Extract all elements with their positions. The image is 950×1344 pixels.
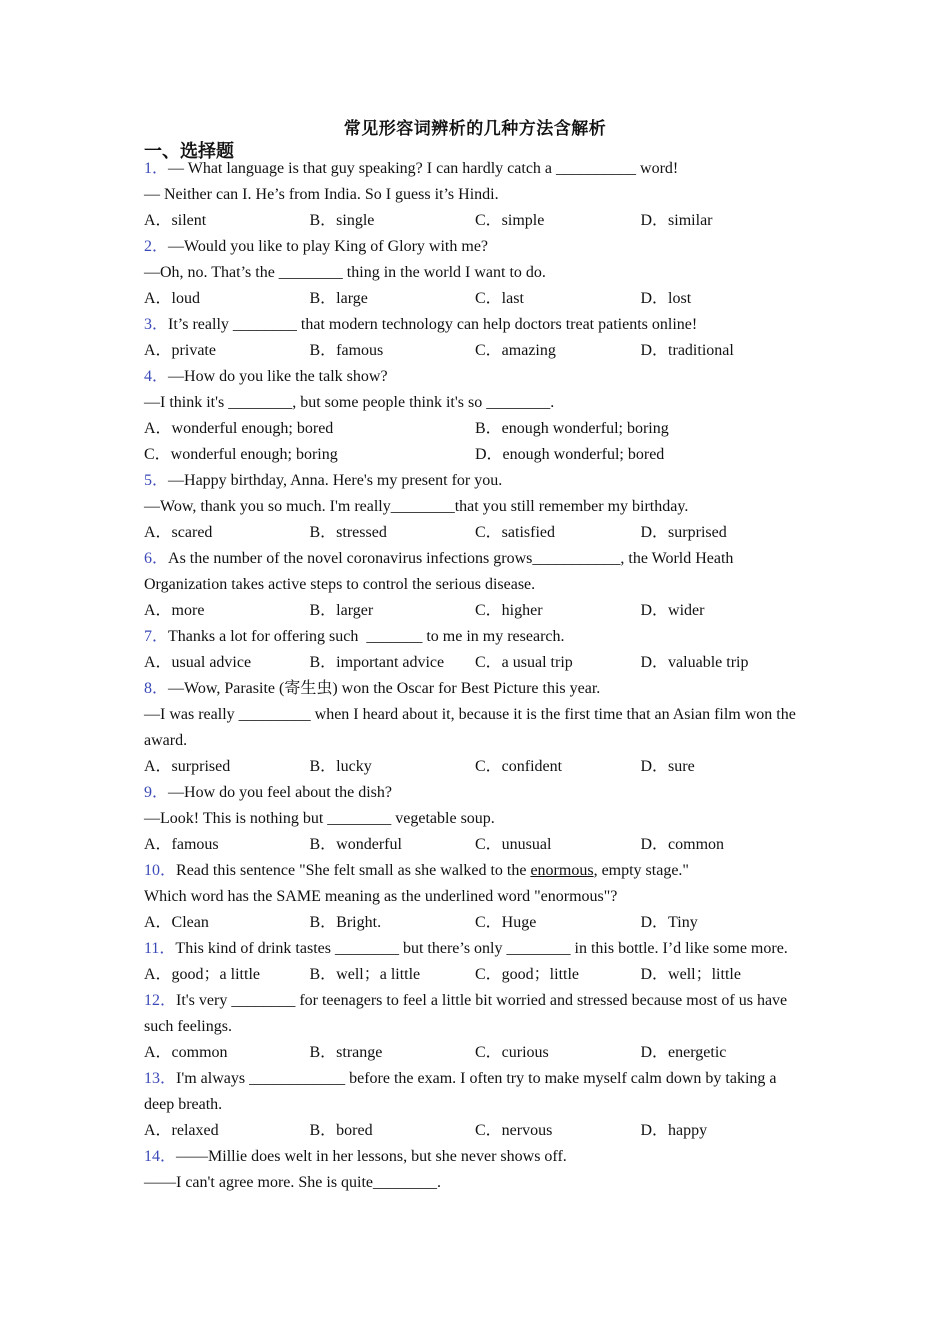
- answer-options: [144, 754, 809, 780]
- answer-options: [144, 338, 809, 364]
- option-b[interactable]: B．bored: [309, 1122, 373, 1139]
- stem-text: Thanks a lot for offering such _______ to me in my research.: [168, 628, 565, 645]
- option-b[interactable]: B．well；a little: [309, 966, 421, 983]
- answer-options: [144, 1118, 809, 1144]
- question-3: [144, 312, 809, 364]
- question-stem: [144, 546, 809, 598]
- option-c[interactable]: C．last: [475, 290, 524, 307]
- option-d[interactable]: D．Tiny: [640, 914, 698, 931]
- question-stem: [144, 1144, 809, 1170]
- option-d[interactable]: D．energetic: [640, 1044, 727, 1061]
- option-c[interactable]: C．satisfied: [475, 524, 555, 541]
- option-b[interactable]: B．important advice: [309, 654, 445, 671]
- option-c[interactable]: C．Huge: [475, 914, 537, 931]
- question-number: 2．: [144, 238, 169, 255]
- question-stem: [144, 1066, 809, 1118]
- answer-options: [144, 650, 809, 676]
- answer-options: [144, 962, 809, 988]
- option-d[interactable]: D．traditional: [640, 342, 734, 359]
- option-a[interactable]: A．Clean: [144, 914, 209, 931]
- answer-options: [144, 520, 809, 546]
- dialogue-line: —Look! This is nothing but ________ vegetable soup.: [144, 810, 495, 827]
- question-10: [144, 858, 809, 936]
- option-c[interactable]: C．higher: [475, 602, 543, 619]
- option-b[interactable]: B．enough wonderful; boring: [475, 420, 669, 437]
- option-b[interactable]: B．larger: [309, 602, 374, 619]
- question-12: [144, 988, 809, 1066]
- section-heading: 一、选择题: [144, 141, 234, 162]
- question-number: 7．: [144, 628, 169, 645]
- option-d[interactable]: D．similar: [640, 212, 713, 229]
- option-a[interactable]: A．private: [144, 342, 216, 359]
- option-d[interactable]: D．common: [640, 836, 725, 853]
- answer-options: [144, 208, 809, 234]
- option-d[interactable]: D．enough wonderful; bored: [475, 446, 665, 463]
- question-stem: [144, 936, 809, 962]
- question-stem: [144, 624, 809, 650]
- question-number: 10．: [144, 862, 177, 879]
- dialogue-line: —I was really _________ when I heard about it, because it is the first time that an Asian film won the award.: [144, 706, 796, 749]
- option-c[interactable]: C．curious: [475, 1044, 549, 1061]
- question-8: [144, 676, 809, 780]
- option-c[interactable]: C．a usual trip: [475, 654, 573, 671]
- question-stem: [144, 780, 809, 806]
- question-5: [144, 468, 809, 546]
- option-c[interactable]: C．wonderful enough; boring: [144, 446, 338, 463]
- question-1: [144, 156, 809, 234]
- question-number: 4．: [144, 368, 169, 385]
- question-number: 6．: [144, 550, 169, 567]
- option-a[interactable]: A．relaxed: [144, 1122, 219, 1139]
- stem-text-end: , empty stage.": [593, 862, 689, 879]
- question-stem: [144, 988, 809, 1040]
- stem-text: —How do you feel about the dish?: [168, 784, 392, 801]
- answer-options: [144, 598, 809, 624]
- question-stem: [144, 858, 809, 884]
- stem-text: —Would you like to play King of Glory with me?: [168, 238, 489, 255]
- question-stem: [144, 312, 809, 338]
- question-stem: [144, 156, 809, 182]
- option-b[interactable]: B．wonderful: [309, 836, 402, 853]
- answer-options-row-2: [144, 442, 809, 468]
- option-b[interactable]: B．stressed: [309, 524, 387, 541]
- question-2: [144, 234, 809, 312]
- question-stem: [144, 364, 809, 390]
- dialogue-line: —Wow, thank you so much. I'm really________that you still remember my birthday.: [144, 498, 689, 515]
- question-14: [144, 1144, 809, 1196]
- option-b[interactable]: B．Bright.: [309, 914, 382, 931]
- question-6: [144, 546, 809, 624]
- answer-options: [144, 1040, 809, 1066]
- option-a[interactable]: A．surprised: [144, 758, 231, 775]
- answer-options: [144, 286, 809, 312]
- option-c[interactable]: C．unusual: [475, 836, 552, 853]
- stem-text: It's very ________ for teenagers to feel a little bit worried and stressed because most of us have such feelings.: [144, 992, 788, 1035]
- option-d[interactable]: D．lost: [640, 290, 692, 307]
- answer-options: [144, 832, 809, 858]
- stem-text: This kind of drink tastes ________ but there’s only ________ in this bottle. I’d like some more.: [175, 940, 788, 957]
- option-d[interactable]: D．sure: [640, 758, 695, 775]
- question-number: 11．: [144, 940, 176, 957]
- question-number: 1．: [144, 160, 169, 177]
- dialogue-line: ——I can't agree more. She is quite________.: [144, 1174, 442, 1191]
- question-number: 9．: [144, 784, 169, 801]
- question-stem: [144, 234, 809, 260]
- question-stem: [144, 676, 809, 702]
- option-b[interactable]: B．lucky: [309, 758, 372, 775]
- question-4: [144, 364, 809, 468]
- question-list: [144, 156, 809, 1196]
- option-a[interactable]: A．good；a little: [144, 966, 260, 983]
- document-title: 常见形容词辨析的几种方法含解析: [343, 119, 607, 139]
- dialogue-line: —Oh, no. That’s the ________ thing in the world I want to do.: [144, 264, 546, 281]
- stem-text: As the number of the novel coronavirus infections grows___________, the World Heath Organization takes active steps to control the serious disease.: [144, 550, 734, 593]
- stem-text: — What language is that guy speaking? I can hardly catch a __________ word!: [168, 160, 679, 177]
- underlined-word: enormous: [530, 862, 594, 879]
- option-b[interactable]: B．single: [309, 212, 375, 229]
- question-number: 12．: [144, 992, 177, 1009]
- question-number: 8．: [144, 680, 169, 697]
- question-number: 14．: [144, 1148, 177, 1165]
- option-d[interactable]: D．wider: [640, 602, 705, 619]
- answer-options-row-1: [144, 416, 809, 442]
- dialogue-line: —I think it's ________, but some people think it's so ________.: [144, 394, 555, 411]
- question-stem: [144, 468, 809, 494]
- question-13: [144, 1066, 809, 1144]
- option-a[interactable]: A．usual advice: [144, 654, 252, 671]
- stem-text: —How do you like the talk show?: [168, 368, 388, 385]
- question-line: Which word has the SAME meaning as the underlined word "enormous"?: [144, 888, 618, 905]
- question-9: [144, 780, 809, 858]
- option-b[interactable]: B．strange: [309, 1044, 383, 1061]
- stem-text: ——Millie does welt in her lessons, but she never shows off.: [176, 1148, 567, 1165]
- question-number: 5．: [144, 472, 169, 489]
- question-number: 3．: [144, 316, 169, 333]
- dialogue-line: — Neither can I. He’s from India. So I guess it’s Hindi.: [144, 186, 499, 203]
- question-7: [144, 624, 809, 676]
- stem-text: I'm always ____________ before the exam. I often try to make myself calm down by taking a deep breath.: [144, 1070, 777, 1113]
- option-a[interactable]: A．wonderful enough; bored: [144, 420, 334, 437]
- option-a[interactable]: A．common: [144, 1044, 228, 1061]
- option-d[interactable]: D．valuable trip: [640, 654, 749, 671]
- question-11: [144, 936, 809, 988]
- option-b[interactable]: B．large: [309, 290, 368, 307]
- option-c[interactable]: C．good；little: [475, 966, 580, 983]
- option-a[interactable]: A．loud: [144, 290, 201, 307]
- stem-text: —Happy birthday, Anna. Here's my present for you.: [168, 472, 503, 489]
- option-a[interactable]: A．famous: [144, 836, 219, 853]
- option-c[interactable]: C．simple: [475, 212, 545, 229]
- stem-text: It’s really ________ that modern technology can help doctors treat patients online!: [168, 316, 698, 333]
- option-c[interactable]: C．confident: [475, 758, 563, 775]
- option-c[interactable]: C．amazing: [475, 342, 556, 359]
- stem-text: —Wow, Parasite (寄生虫) won the Oscar for Best Picture this year.: [168, 680, 601, 697]
- answer-options: [144, 910, 809, 936]
- option-a[interactable]: A．more: [144, 602, 205, 619]
- option-a[interactable]: A．scared: [144, 524, 213, 541]
- question-number: 13．: [144, 1070, 177, 1087]
- stem-text: Read this sentence "She felt small as she walked to the: [176, 862, 531, 879]
- option-b[interactable]: B．famous: [309, 342, 384, 359]
- option-c[interactable]: C．nervous: [475, 1122, 553, 1139]
- option-d[interactable]: D．well；little: [640, 966, 741, 983]
- option-d[interactable]: D．surprised: [640, 524, 727, 541]
- option-a[interactable]: A．silent: [144, 212, 207, 229]
- option-d[interactable]: D．happy: [640, 1122, 708, 1139]
